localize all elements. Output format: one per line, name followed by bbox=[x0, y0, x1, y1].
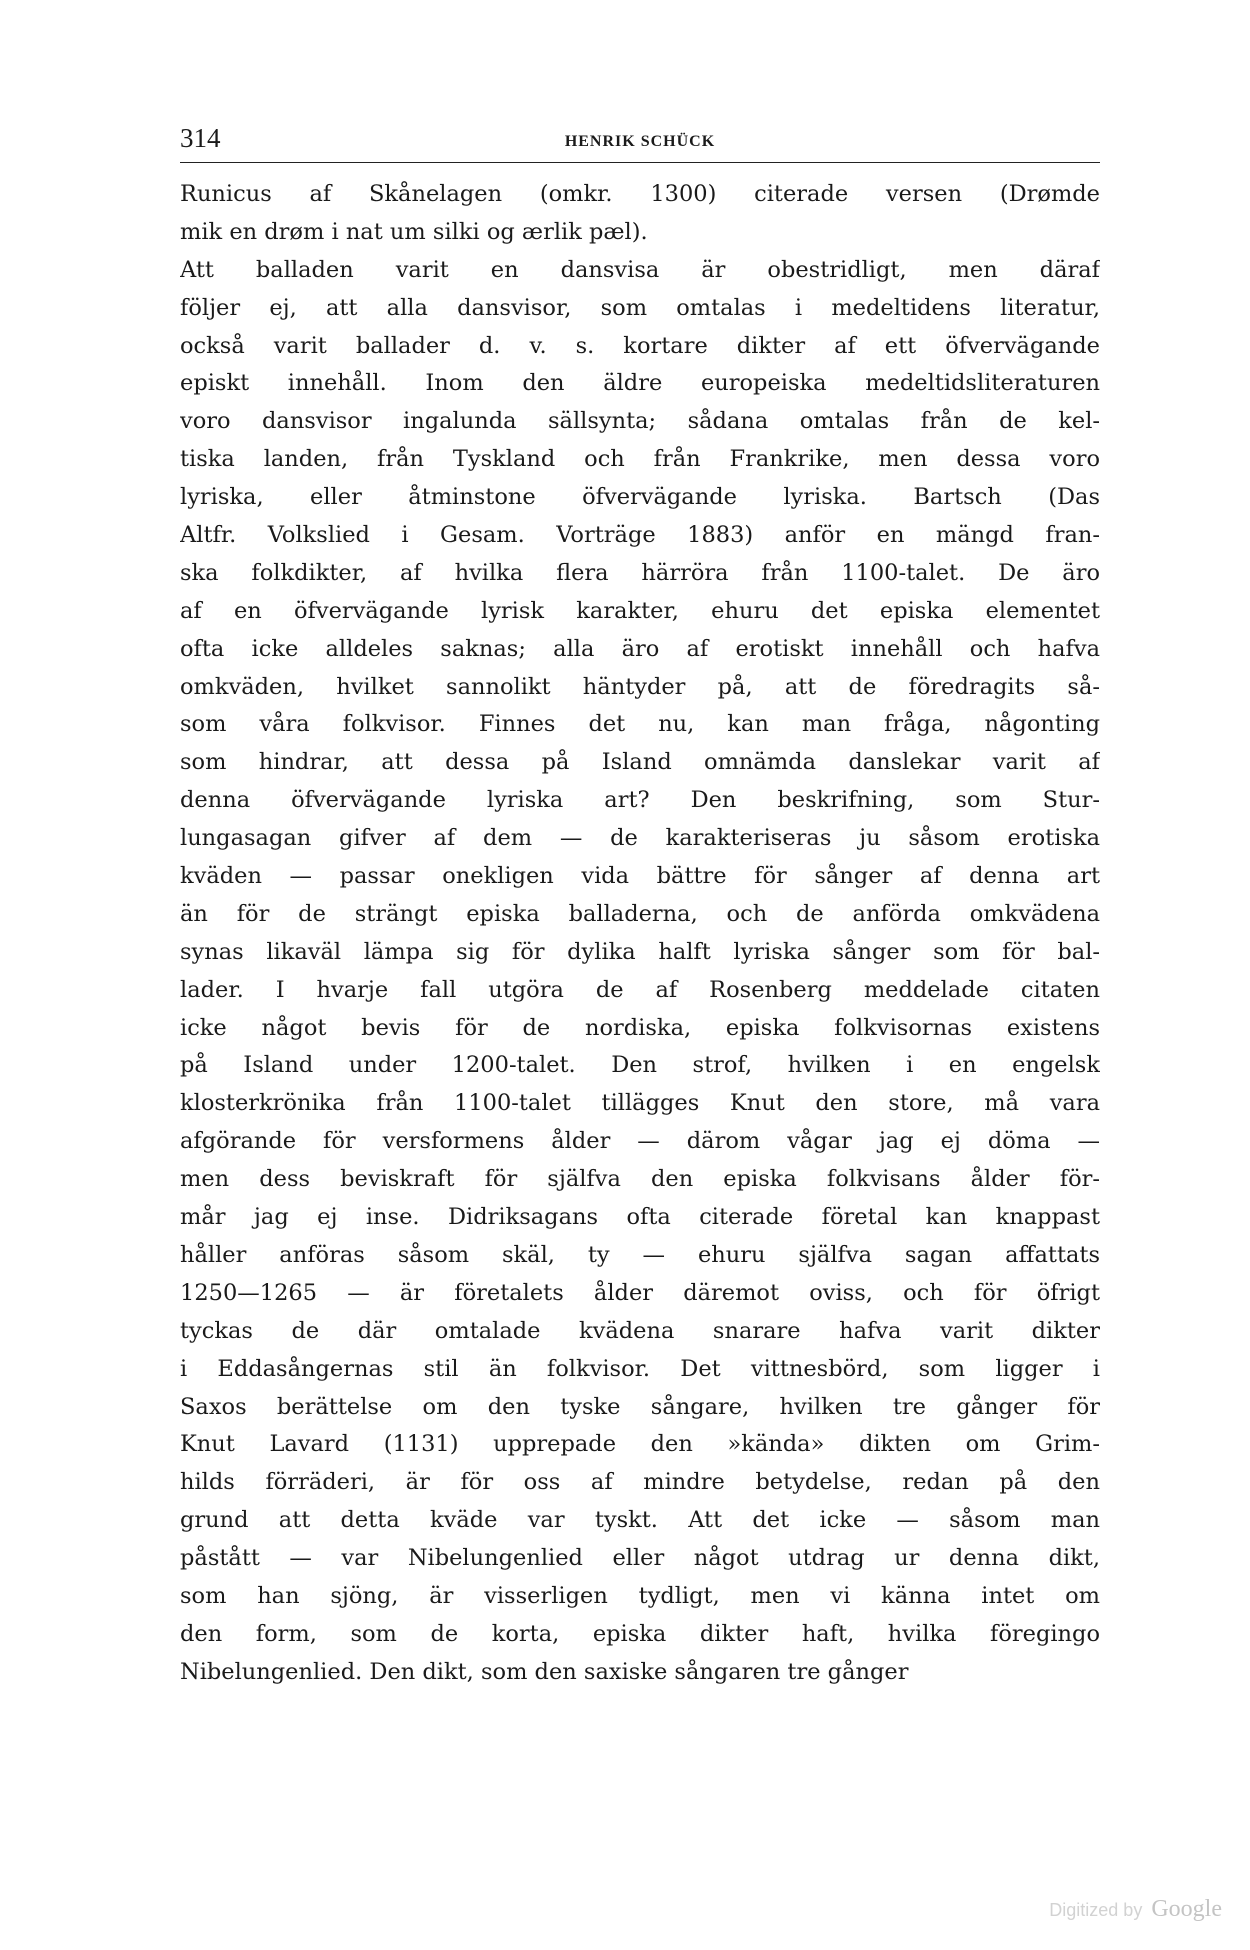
text-line: voro dansvisor ingalunda sällsynta; sådana omtalas från de kel- bbox=[180, 408, 1100, 435]
text-line: Runicus af Skånelagen (omkr. 1300) citerade versen (Drømde bbox=[180, 181, 1100, 207]
text-line: än för de strängt episka balladerna, och de anförda omkvädena bbox=[180, 900, 1100, 927]
text-line: håller anföras såsom skäl, ty — ehuru själfva sagan affattats bbox=[180, 1241, 1100, 1268]
text-line: tyckas de där omtalade kvädena snarare hafva varit dikter bbox=[180, 1317, 1100, 1344]
text-line: den form, som de korta, episka dikter haft, hvilka föregingo bbox=[180, 1620, 1100, 1647]
text-line: också varit ballader d. v. s. kortare dikter af ett öfvervägande bbox=[180, 332, 1100, 359]
page-number: 314 bbox=[180, 123, 221, 153]
text-line: Nibelungenlied. Den dikt, som den saxiske sångaren tre gånger bbox=[180, 1658, 909, 1685]
text-line: Altfr. Volkslied i Gesam. Vorträge 1883) anför en mängd fran- bbox=[180, 522, 1100, 549]
body-text bbox=[180, 176, 1100, 1692]
text-line: af en öfvervägande lyrisk karakter, ehuru det episka elementet bbox=[180, 597, 1100, 624]
text-line: ska folkdikter, af hvilka flera härröra från 1100-talet. De äro bbox=[180, 559, 1100, 586]
text-line: i Eddasångernas stil än folkvisor. Det vittnesbörd, som ligger i bbox=[180, 1355, 1100, 1382]
text-line: påstått — var Nibelungenlied eller något utdrag ur denna dikt, bbox=[180, 1545, 1100, 1572]
text-line: Att balladen varit en dansvisa är obestridligt, men däraf bbox=[180, 256, 1100, 283]
text-line: klosterkrönika från 1100-talet tillägges Knut den store, må vara bbox=[180, 1090, 1100, 1117]
text-line: som våra folkvisor. Finnes det nu, kan man fråga, någonting bbox=[180, 711, 1100, 738]
text-line: episkt innehåll. Inom den äldre europeiska medeltidsliteraturen bbox=[180, 370, 1100, 397]
text-line: lader. I hvarje fall utgöra de af Rosenberg meddelade citaten bbox=[180, 976, 1100, 1003]
text-line: tiska landen, från Tyskland och från Frankrike, men dessa voro bbox=[180, 446, 1100, 473]
header-rule bbox=[180, 162, 1100, 163]
watermark-brand: Google bbox=[1151, 1896, 1222, 1922]
text-line: mik en drøm i nat um silki og ærlik pæl). bbox=[180, 218, 648, 245]
text-line: hilds förräderi, är för oss af mindre betydelse, redan på den bbox=[180, 1469, 1100, 1496]
text-line: men dess beviskraft för själfva den episka folkvisans ålder för- bbox=[180, 1166, 1100, 1193]
text-line: Knut Lavard (1131) upprepade den »kända» dikten om Grim- bbox=[180, 1431, 1100, 1458]
text-line: 1250—1265 — är företalets ålder däremot oviss, och för öfrigt bbox=[180, 1279, 1100, 1306]
text-line: grund att detta kväde var tyskt. Att det icke — såsom man bbox=[180, 1507, 1100, 1534]
watermark-prefix: Digitized by bbox=[1049, 1900, 1143, 1920]
text-line: som han sjöng, är visserligen tydligt, men vi känna intet om bbox=[180, 1582, 1100, 1609]
text-line: afgörande för versformens ålder — därom vågar jag ej döma — bbox=[180, 1128, 1100, 1155]
text-line: omkväden, hvilket sannolikt häntyder på, att de föredragits så- bbox=[180, 673, 1100, 700]
text-line: icke något bevis för de nordiska, episka folkvisornas existens bbox=[180, 1014, 1100, 1041]
text-line: som hindrar, att dessa på Island omnämda danslekar varit af bbox=[180, 749, 1100, 776]
text-line: kväden — passar onekligen vida bättre för sånger af denna art bbox=[180, 863, 1100, 890]
text-line: på Island under 1200-talet. Den strof, hvilken i en engelsk bbox=[180, 1052, 1100, 1079]
running-head: HENRIK SCHÜCK bbox=[564, 133, 716, 150]
text-line: ofta icke alldeles saknas; alla äro af erotiskt innehåll och hafva bbox=[180, 635, 1100, 662]
text-line: lungasagan gifver af dem — de karakteriseras ju såsom erotiska bbox=[180, 825, 1100, 852]
text-line: mår jag ej inse. Didriksagans ofta citerade företal kan knappast bbox=[180, 1204, 1100, 1231]
text-line: denna öfvervägande lyriska art? Den beskrifning, som Stur- bbox=[180, 787, 1100, 814]
text-line: Saxos berättelse om den tyske sångare, hvilken tre gånger för bbox=[180, 1393, 1100, 1420]
text-line: synas likaväl lämpa sig för dylika halft lyriska sånger som för bal- bbox=[180, 938, 1100, 965]
text-line: lyriska, eller åtminstone öfvervägande lyriska. Bartsch (Das bbox=[180, 484, 1100, 511]
page-header bbox=[180, 118, 1100, 158]
watermark bbox=[1049, 1894, 1222, 1925]
text-line: följer ej, att alla dansvisor, som omtalas i medeltidens literatur, bbox=[180, 294, 1100, 321]
